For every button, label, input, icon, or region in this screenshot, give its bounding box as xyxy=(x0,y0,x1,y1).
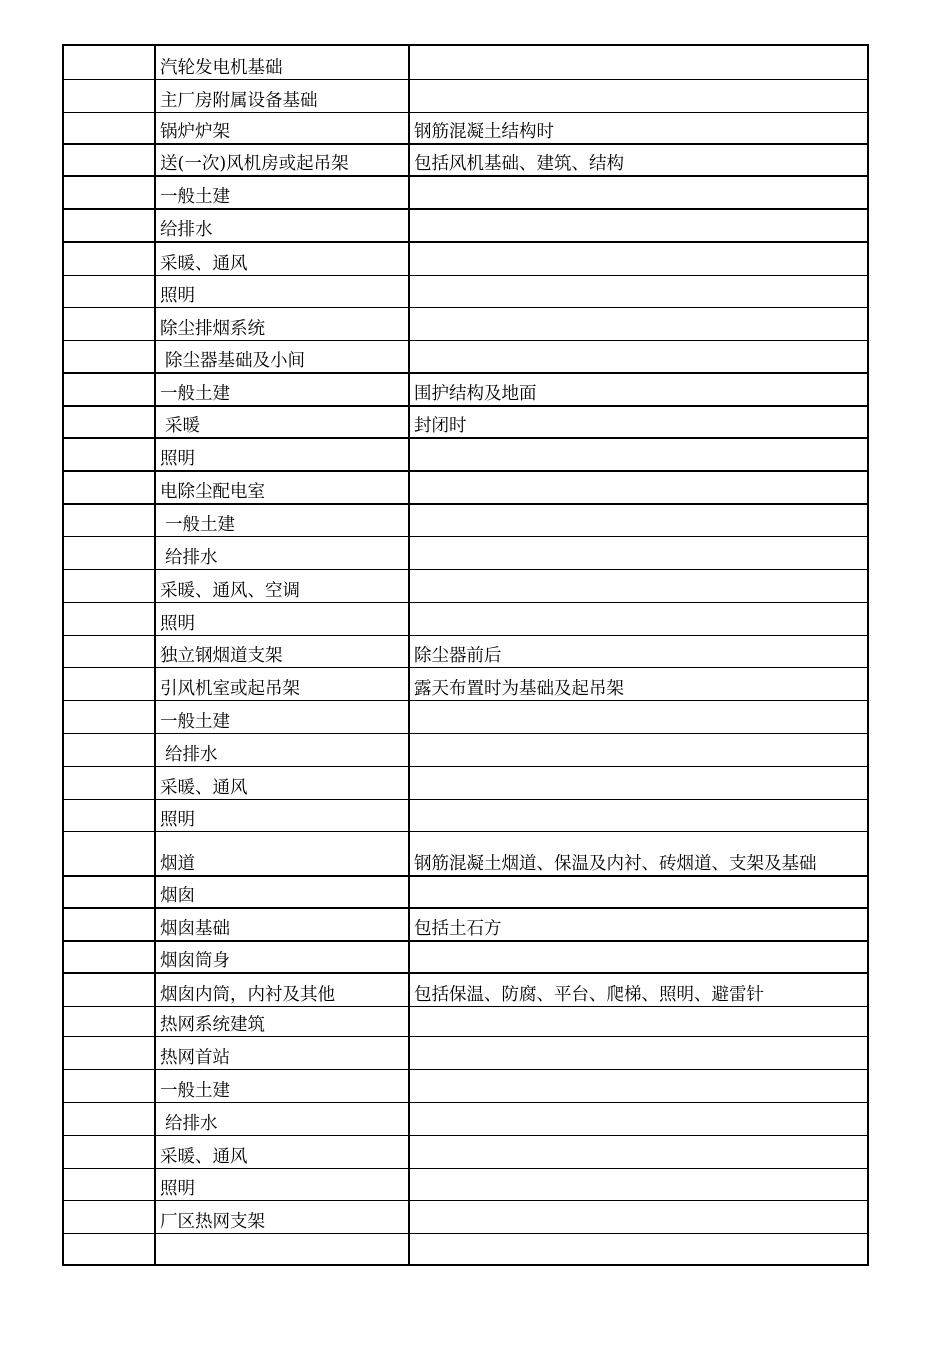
table-row xyxy=(63,307,868,340)
number-cell[interactable] xyxy=(63,831,155,876)
note-cell[interactable] xyxy=(409,700,868,733)
note-cell[interactable] xyxy=(409,79,868,112)
table-row xyxy=(63,373,868,406)
note-cell[interactable] xyxy=(409,340,868,373)
item-name-cell[interactable]: 采暖、通风、空调 xyxy=(155,569,409,602)
number-cell[interactable] xyxy=(63,406,155,438)
note-cell[interactable] xyxy=(409,209,868,242)
item-name-cell[interactable]: 主厂房附属设备基础 xyxy=(155,79,409,112)
item-name-cell[interactable]: 给排水 xyxy=(155,733,409,766)
number-cell[interactable] xyxy=(63,799,155,831)
number-cell[interactable] xyxy=(63,1135,155,1168)
item-name-cell[interactable]: 一般土建 xyxy=(155,1069,409,1102)
table-row xyxy=(63,602,868,635)
table-row xyxy=(63,1168,868,1200)
number-cell[interactable] xyxy=(63,176,155,209)
item-name-cell[interactable]: 一般土建 xyxy=(155,504,409,536)
item-name-cell[interactable]: 锅炉炉架 xyxy=(155,112,409,144)
note-cell[interactable] xyxy=(409,1036,868,1069)
item-name-cell[interactable]: 照明 xyxy=(155,275,409,307)
item-name-cell[interactable]: 给排水 xyxy=(155,536,409,569)
note-cell[interactable] xyxy=(409,876,868,908)
table-row xyxy=(63,45,868,79)
note-cell[interactable]: 除尘器前后 xyxy=(409,635,868,667)
table-row xyxy=(63,667,868,700)
table-row xyxy=(63,799,868,831)
item-name-cell[interactable]: 采暖、通风 xyxy=(155,766,409,799)
item-name-cell[interactable]: 照明 xyxy=(155,602,409,635)
item-name-cell[interactable]: 送(一次)风机房或起吊架 xyxy=(155,144,409,176)
item-name-cell[interactable]: 一般土建 xyxy=(155,176,409,209)
construction-items-table xyxy=(62,44,869,1266)
table-row xyxy=(63,973,868,1006)
item-name-cell[interactable]: 照明 xyxy=(155,799,409,831)
item-name-cell[interactable]: 一般土建 xyxy=(155,373,409,406)
note-cell[interactable] xyxy=(409,799,868,831)
item-name-cell[interactable] xyxy=(155,1233,409,1265)
number-cell[interactable] xyxy=(63,1233,155,1265)
item-name-cell[interactable]: 除尘器基础及小间 xyxy=(155,340,409,373)
number-cell[interactable] xyxy=(63,908,155,941)
item-name-cell[interactable]: 除尘排烟系统 xyxy=(155,307,409,340)
number-cell[interactable] xyxy=(63,112,155,144)
note-cell[interactable] xyxy=(409,275,868,307)
note-cell[interactable] xyxy=(409,941,868,973)
item-name-cell[interactable]: 烟囱内筒，内衬及其他 xyxy=(155,973,409,1006)
note-cell[interactable] xyxy=(409,602,868,635)
table-row xyxy=(63,766,868,799)
note-cell[interactable]: 包括保温、防腐、平台、爬梯、照明、避雷针 xyxy=(409,973,868,1006)
table-row xyxy=(63,1006,868,1036)
number-cell[interactable] xyxy=(63,471,155,504)
number-cell[interactable] xyxy=(63,307,155,340)
table-row xyxy=(63,1102,868,1135)
note-cell[interactable] xyxy=(409,1233,868,1265)
number-cell[interactable] xyxy=(63,667,155,700)
item-name-cell[interactable]: 厂区热网支架 xyxy=(155,1200,409,1233)
note-cell[interactable] xyxy=(409,242,868,275)
table-row xyxy=(63,635,868,667)
number-cell[interactable] xyxy=(63,1006,155,1036)
table-row xyxy=(63,1200,868,1233)
table-row xyxy=(63,733,868,766)
table-row xyxy=(63,876,868,908)
note-cell[interactable]: 封闭时 xyxy=(409,406,868,438)
note-cell[interactable] xyxy=(409,1102,868,1135)
table-row xyxy=(63,438,868,471)
note-cell[interactable] xyxy=(409,1168,868,1200)
number-cell[interactable] xyxy=(63,209,155,242)
number-cell[interactable] xyxy=(63,1200,155,1233)
number-cell[interactable] xyxy=(63,1069,155,1102)
table-body xyxy=(63,45,868,1265)
note-cell[interactable] xyxy=(409,766,868,799)
number-cell[interactable] xyxy=(63,275,155,307)
note-cell[interactable] xyxy=(409,504,868,536)
number-cell[interactable] xyxy=(63,700,155,733)
table-row xyxy=(63,908,868,941)
item-name-cell[interactable]: 烟道 xyxy=(155,831,409,876)
table-row xyxy=(63,504,868,536)
table-row xyxy=(63,176,868,209)
table-row xyxy=(63,112,868,144)
number-cell[interactable] xyxy=(63,438,155,471)
number-cell[interactable] xyxy=(63,733,155,766)
item-name-cell[interactable]: 采暖 xyxy=(155,406,409,438)
note-cell[interactable]: 包括土石方 xyxy=(409,908,868,941)
item-name-cell[interactable]: 引风机室或起吊架 xyxy=(155,667,409,700)
table-row xyxy=(63,1233,868,1265)
note-cell[interactable]: 包括风机基础、建筑、结构 xyxy=(409,144,868,176)
item-name-cell[interactable]: 给排水 xyxy=(155,209,409,242)
number-cell[interactable] xyxy=(63,1168,155,1200)
note-cell[interactable] xyxy=(409,1006,868,1036)
note-cell[interactable]: 钢筋混凝土烟道、保温及内衬、砖烟道、支架及基础 xyxy=(409,831,868,876)
item-name-cell[interactable]: 独立钢烟道支架 xyxy=(155,635,409,667)
number-cell[interactable] xyxy=(63,45,155,79)
note-cell[interactable] xyxy=(409,176,868,209)
table-row xyxy=(63,569,868,602)
item-name-cell[interactable]: 照明 xyxy=(155,438,409,471)
item-name-cell[interactable]: 烟囱 xyxy=(155,876,409,908)
note-cell[interactable] xyxy=(409,1200,868,1233)
number-cell[interactable] xyxy=(63,766,155,799)
item-name-cell[interactable]: 照明 xyxy=(155,1168,409,1200)
note-cell[interactable] xyxy=(409,733,868,766)
item-name-cell[interactable]: 热网系统建筑 xyxy=(155,1006,409,1036)
note-cell[interactable]: 围护结构及地面 xyxy=(409,373,868,406)
table-row xyxy=(63,700,868,733)
note-cell[interactable] xyxy=(409,1135,868,1168)
number-cell[interactable] xyxy=(63,876,155,908)
note-cell[interactable] xyxy=(409,536,868,569)
table-row xyxy=(63,941,868,973)
table-row xyxy=(63,1069,868,1102)
note-cell[interactable] xyxy=(409,307,868,340)
number-cell[interactable] xyxy=(63,1036,155,1069)
table-row xyxy=(63,340,868,373)
number-cell[interactable] xyxy=(63,1102,155,1135)
table-row xyxy=(63,536,868,569)
note-cell[interactable]: 露天布置时为基础及起吊架 xyxy=(409,667,868,700)
number-cell[interactable] xyxy=(63,941,155,973)
item-name-cell[interactable]: 采暖、通风 xyxy=(155,242,409,275)
number-cell[interactable] xyxy=(63,79,155,112)
note-cell[interactable] xyxy=(409,1069,868,1102)
number-cell[interactable] xyxy=(63,569,155,602)
item-name-cell[interactable]: 电除尘配电室 xyxy=(155,471,409,504)
table-row xyxy=(63,831,868,876)
table-row xyxy=(63,1135,868,1168)
table-row xyxy=(63,209,868,242)
item-name-cell[interactable]: 采暖、通风 xyxy=(155,1135,409,1168)
number-cell[interactable] xyxy=(63,973,155,1006)
table-row xyxy=(63,1036,868,1069)
note-cell[interactable] xyxy=(409,471,868,504)
number-cell[interactable] xyxy=(63,340,155,373)
item-name-cell[interactable]: 给排水 xyxy=(155,1102,409,1135)
table-row xyxy=(63,471,868,504)
item-name-cell[interactable]: 烟囱基础 xyxy=(155,908,409,941)
table-row xyxy=(63,406,868,438)
spreadsheet-sheet xyxy=(62,44,867,1266)
table-row xyxy=(63,242,868,275)
table-row xyxy=(63,144,868,176)
table-row xyxy=(63,79,868,112)
number-cell[interactable] xyxy=(63,373,155,406)
item-name-cell[interactable]: 汽轮发电机基础 xyxy=(155,45,409,79)
item-name-cell[interactable]: 一般土建 xyxy=(155,700,409,733)
item-name-cell[interactable]: 烟囱筒身 xyxy=(155,941,409,973)
number-cell[interactable] xyxy=(63,242,155,275)
number-cell[interactable] xyxy=(63,536,155,569)
note-cell[interactable] xyxy=(409,438,868,471)
number-cell[interactable] xyxy=(63,504,155,536)
number-cell[interactable] xyxy=(63,602,155,635)
number-cell[interactable] xyxy=(63,635,155,667)
item-name-cell[interactable]: 热网首站 xyxy=(155,1036,409,1069)
note-cell[interactable] xyxy=(409,569,868,602)
table-row xyxy=(63,275,868,307)
note-cell[interactable] xyxy=(409,45,868,79)
note-cell[interactable]: 钢筋混凝土结构时 xyxy=(409,112,868,144)
number-cell[interactable] xyxy=(63,144,155,176)
